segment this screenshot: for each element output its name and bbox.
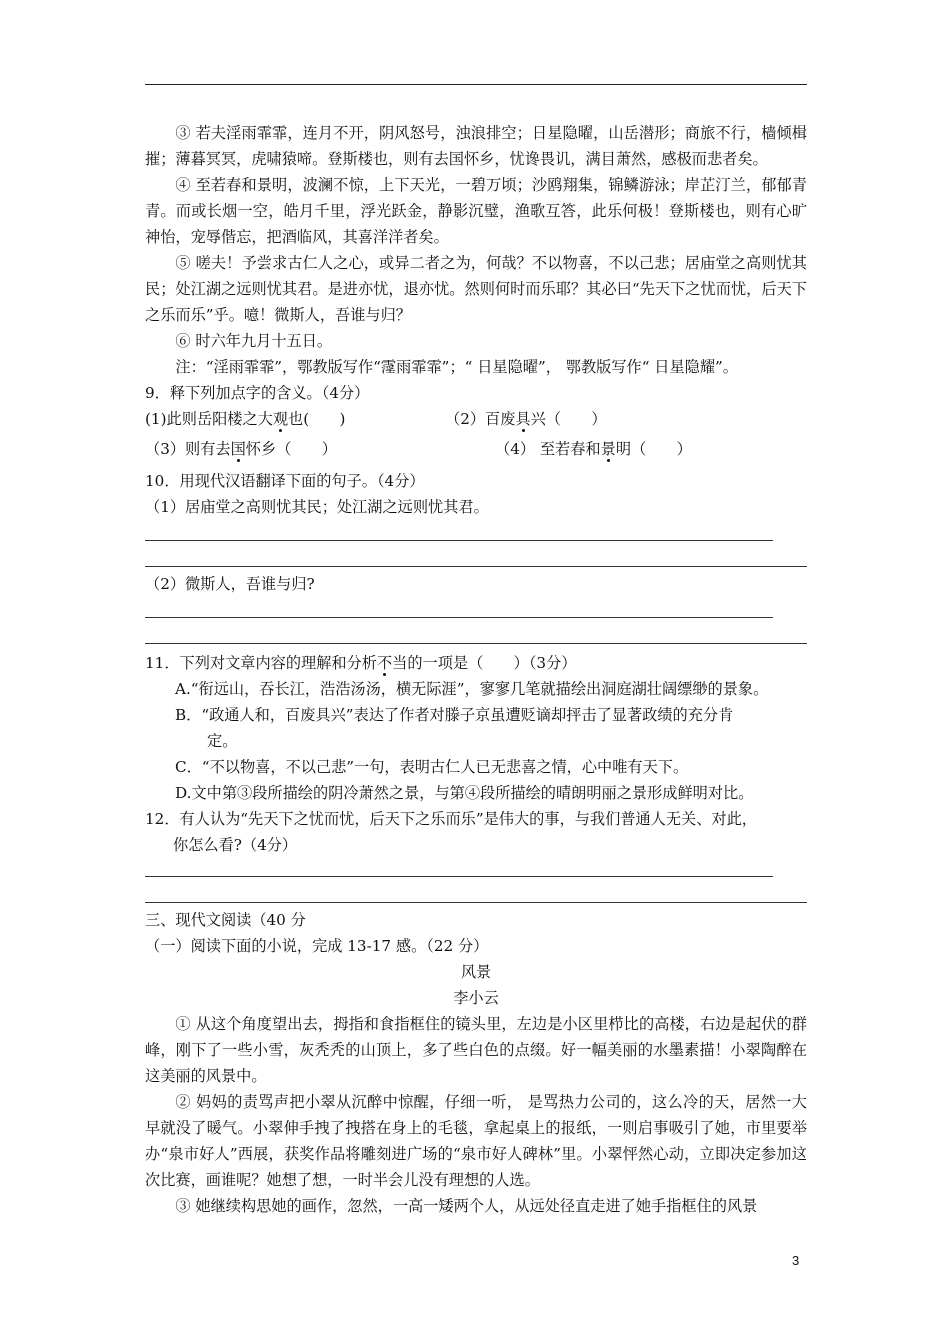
passage-paragraph-3: ③ 若夫淫雨霏霏，连月不开，阴风怒号，浊浪排空；日星隐曜，山岳潜形；商旅不行，樯倾楫摧；薄暮冥冥，虎啸猿啼。登斯楼也，则有去国怀乡，忧谗畏讥，满目萧然，感极而悲者矣。 [145, 124, 807, 168]
story-author: 李小云 [453, 989, 499, 1007]
dotted-char: 观 [272, 410, 289, 428]
header-rule [145, 84, 807, 85]
passage-paragraph-4: ④ 至若春和景明，波澜不惊，上下天光，一碧万顷；沙鸥翔集，锦鳞游泳；岸芷汀兰，郁郁青青。而或长烟一空，皓月千里，浮光跃金，静影沉璧，渔歌互答，此乐何极！登斯楼也，则有心旷神怡，宠辱偕忘，把酒临风，其喜洋洋者矣。 [145, 176, 807, 246]
passage-paragraph-5: ⑤ 嗟夫！予尝求古仁人之心，或异二者之为，何哉？不以物喜，不以己悲；居庙堂之高则忧其民；处江湖之远则忧其君。是进亦忧，退亦忧。然则何时而乐耶？其必曰“先天下之忧而忧，后天下之乐而乐”乎。噫！微斯人，吾谁与归？ [145, 254, 807, 324]
question-11-option-a: A.“衔远山，吞长江，浩浩汤汤，横无际涯”，寥寥几笔就描绘出洞庭湖壮阔缥缈的景象。 [175, 680, 769, 698]
story-paragraph-3: ③ 她继续构思她的画作，忽然，一高一矮两个人，从远处径直走进了她手指框住的风景 [175, 1197, 758, 1215]
question-10-sub-2: （2）微斯人，吾谁与归? [145, 575, 315, 593]
story-paragraph-2: ② 妈妈的责骂声把小翠从沉醉中惊醒，仔细一听， 是骂热力公司的，这么冷的天，居然一大早就没了暖气。小翠伸手拽了拽搭在身上的毛毯，拿起桌上的报纸，一则启事吸引了她，市里要举办“泉市好人”西展，获奖作品将雕刻进广场的“泉市好人碑林”里。小翠怦然心动，立即决定参加这次比赛，画谁呢？她想了想，一时半会儿没有理想的人选。 [145, 1093, 807, 1189]
dotted-char: 不 [376, 654, 393, 672]
question-10-sub-1: （1）居庙堂之高则忧其民；处江湖之远则忧其君。 [145, 498, 489, 516]
question-9-stem: 9．释下列加点字的含义。（4分） [145, 384, 370, 402]
question-9-item-2: （2）百废具兴（ ） [445, 410, 607, 428]
question-11-option-b-cont: 定。 [207, 732, 238, 750]
question-12-stem-cont: 你怎么看?（4分） [173, 836, 298, 854]
story-paragraph-1: ① 从这个角度望出去，拇指和食指框住的镜头里，左边是小区里栉比的高楼，右边是起伏的群峰，刚下了一些小雪，灰秃秃的山顶上，多了些白色的点缀。好一幅美丽的水墨素描！小翠陶醉在这美丽的风景中。 [145, 1015, 807, 1085]
section-3-subheading: （一）阅读下面的小说，完成 13-17 感。（22 分） [145, 937, 489, 955]
question-9-item-4: （4） 至若春和景明（ ） [495, 440, 692, 458]
page-number: 3 [792, 1253, 800, 1268]
question-11-option-c: C．“不以物喜，不以己悲”一句，表明古仁人已无悲喜之情，心中唯有天下。 [175, 758, 689, 776]
question-12-stem: 12．有人认为“先天下之忧而忧，后天下之乐而乐”是伟大的事，与我们普通人无关、对此， [145, 810, 757, 828]
question-11-option-b: B．“政通人和，百废具兴”表达了作者对滕子京虽遭贬谪却抨击了显著政绩的充分肯 [175, 706, 734, 724]
question-9-row-2 [145, 436, 807, 462]
section-3-heading: 三、现代文阅读（40 分 [145, 911, 306, 929]
passage-paragraph-6: ⑥ 时六年九月十五日。 [175, 332, 333, 350]
passage-note: 注：“淫雨霏霏”，鄂教版写作“霪雨霏霏”；“ 日星隐曜”， 鄂教版写作“ 日星隐耀”。 [175, 358, 738, 376]
dotted-char: 国 [230, 440, 246, 458]
dotted-char: 景 [600, 440, 616, 458]
page-content [145, 120, 807, 1219]
question-11-stem: 11．下列对文章内容的理解和分析不当的一项是（ ）（3分） [145, 654, 577, 672]
dotted-char: 具 [515, 410, 531, 428]
question-9-item-3: （3）则有去国怀乡（ ） [145, 440, 337, 458]
question-9-item-1: (1)此则岳阳楼之大观也( ) [145, 410, 346, 428]
question-10-stem: 10．用现代汉语翻译下面的句子。（4分） [145, 472, 425, 490]
question-9-row-1 [145, 406, 807, 432]
question-11-option-d: D.文中第③段所描绘的阴冷萧然之景，与第④段所描绘的晴朗明丽之景形成鲜明对比。 [175, 784, 754, 802]
story-title: 风景 [460, 963, 492, 981]
